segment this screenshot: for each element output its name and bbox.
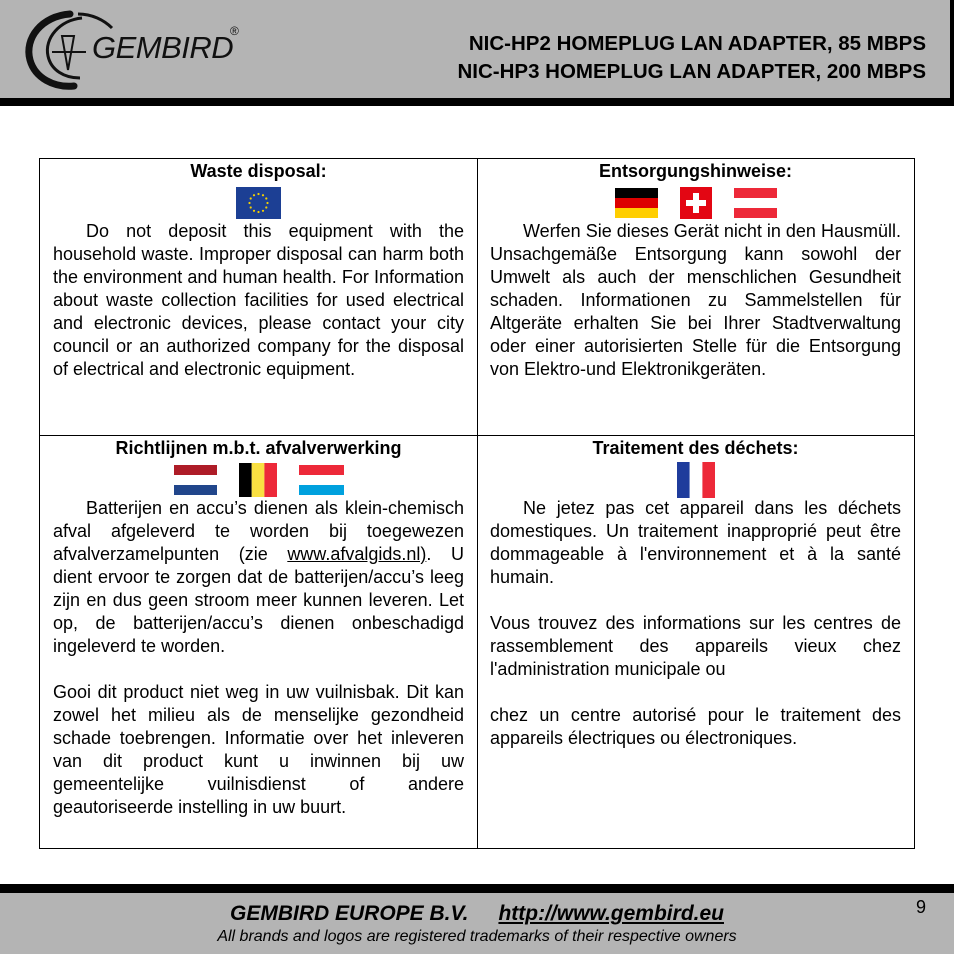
section-dutch [40, 436, 477, 848]
section-heading: Entsorgungshinweise: [598, 161, 793, 181]
flag-row [53, 186, 464, 220]
waste-disposal-table [39, 158, 915, 849]
france-flag-icon [677, 462, 715, 498]
registered-mark: ® [230, 24, 239, 38]
gembird-logo [22, 8, 247, 93]
website-link[interactable]: http://www.gembird.eu [498, 902, 724, 925]
flag-row [53, 463, 464, 497]
flag-row [490, 186, 901, 220]
french-paragraph-1: Ne jetez pas cet appareil dans les déchets domestiques. Un traitement inapproprié peut être dommageable à l'environnement et à la santé humain. [490, 498, 901, 587]
section-heading: Traitement des déchets: [592, 438, 799, 458]
english-paragraph: Do not deposit this equipment with the household waste. Improper disposal can harm both the environment and human health. For Information about waste collection facilities for used electrical and electronic devices, please contact your city council or an authorized company for the disposal of electrical and electronic equipment. [53, 221, 464, 379]
german-paragraph: Werfen Sie dieses Gerät nicht in den Hausmüll. Unsachgemäße Entsorgung kann sowohl der Umwelt als auch der menschlichen Gesundheit schaden. Informationen zu Sammelstellen für Altgeräte erhalten Sie bei Ihrer Stadtverwaltung oder einer autorisierten Stelle für die Entsorgung von Elektro-und Elektronikgeräten. [490, 221, 901, 379]
section-english [40, 159, 477, 435]
netherlands-flag-icon [174, 465, 217, 495]
section-french [478, 436, 914, 848]
section-heading: Richtlijnen m.b.t. afvalverwerking [115, 438, 402, 458]
footer-main-line [0, 902, 954, 926]
page-footer [0, 893, 954, 954]
product-titles [457, 30, 926, 86]
afvalgids-link[interactable]: www.afvalgids.nl) [287, 544, 427, 564]
trademark-note: All brands and logos are registered trademarks of their respective owners [217, 928, 737, 945]
product-title-hp2: NIC-HP2 HOMEPLUG LAN ADAPTER, 85 MBPS [468, 32, 926, 55]
footer-divider [0, 884, 954, 893]
dutch-paragraph-2: Gooi dit product niet weg in uw vuilnisbak. Dit kan zowel het milieu als de menselijke gezondheid schade toebrengen. Informatie over het inleveren van dit product kunt u inwinnen bij uw gemeentelijke vuilnisdienst of andere geautoriseerde instelling in uw buurt. [53, 682, 464, 817]
page-header [0, 0, 954, 98]
dutch-text-after-link: . U dient ervoor te zorgen dat de batterijen/accu’s leeg zijn en dus geen stroom meer kunnen leveren. Let op, de batterijen/accu’s dienen onbeschadigd ingeleverd te worden. [53, 544, 464, 656]
french-paragraph-2: Vous trouvez des informations sur les centres de rassemblement des appareils vieux chez l'administration municipale ou [490, 613, 901, 679]
logo-text: GEMBIRD [92, 30, 234, 65]
dutch-paragraph-1 [53, 497, 464, 658]
french-paragraph-3: chez un centre autorisé pour le traitement des appareils électriques ou électroniques. [490, 705, 901, 748]
flag-row [490, 463, 901, 497]
product-title-hp3: NIC-HP3 HOMEPLUG LAN ADAPTER, 200 MBPS [457, 60, 926, 83]
eu-flag-icon [236, 187, 281, 219]
belgium-flag-icon [239, 463, 277, 497]
switzerland-flag-icon [680, 187, 712, 219]
section-heading: Waste disposal: [190, 161, 327, 181]
page-number: 9 [915, 897, 926, 917]
company-name: GEMBIRD EUROPE B.V. [230, 902, 469, 925]
section-german [478, 159, 914, 435]
dutch-text-before-link: Batterijen en accu’s dienen als klein-chemisch afval afgeleverd te worden bij toegewezen afvalverzamelpunten (zie [53, 498, 464, 564]
header-divider [0, 98, 954, 106]
austria-flag-icon [734, 188, 777, 218]
germany-flag-icon [615, 188, 658, 218]
luxembourg-flag-icon [299, 465, 344, 495]
